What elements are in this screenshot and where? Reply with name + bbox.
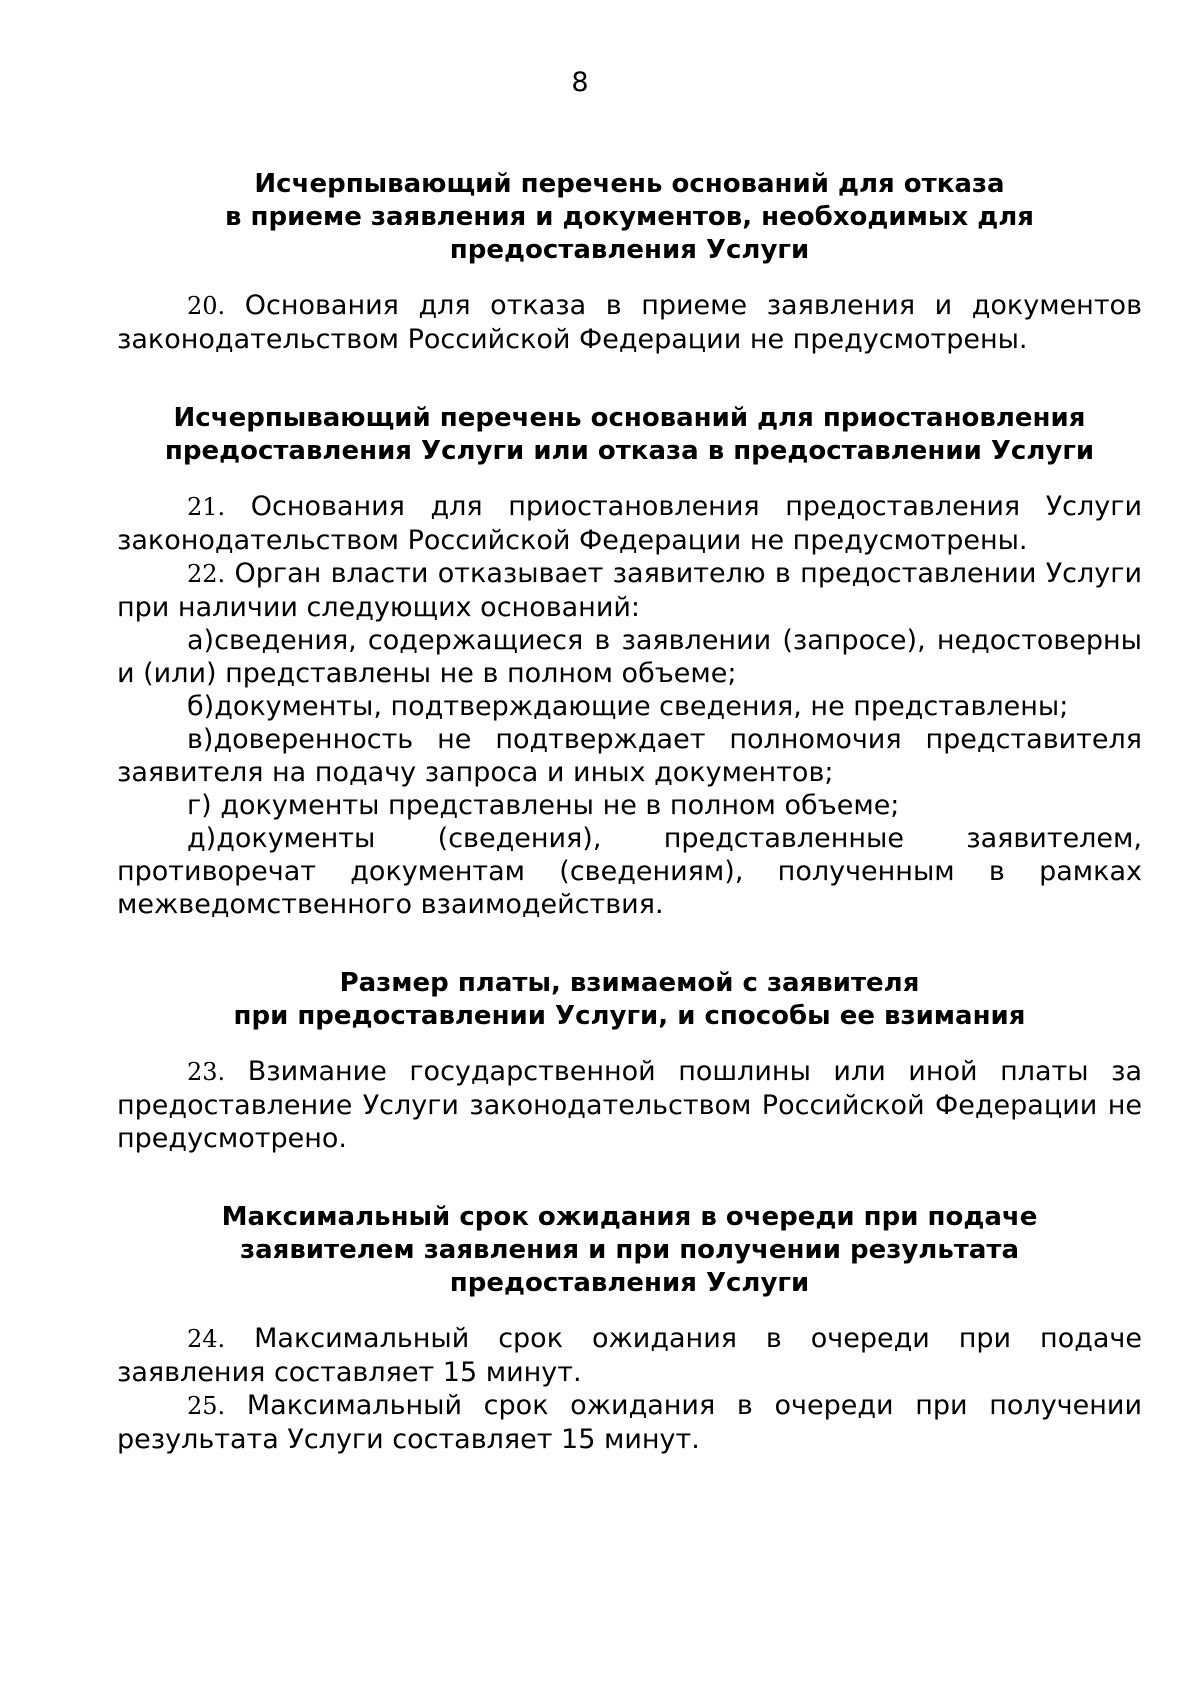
- paragraph-number: 20.: [187, 292, 226, 320]
- list-item-text: документы, подтверждающие сведения, не представлены;: [214, 691, 1069, 722]
- paragraph-number: 22.: [187, 560, 226, 588]
- paragraph-number: 23.: [187, 1058, 226, 1086]
- heading-line: предоставления Услуги: [449, 235, 810, 265]
- heading-line: предоставления Услуги или отказа в предоставлении Услуги: [164, 436, 1095, 466]
- heading-line: заявителем заявления и при получении результата: [240, 1235, 1019, 1265]
- list-item-text: документы (сведения), представленные заявителем, противоречат документам (сведениям), полученным в рамках межведомственного взаимодействия.: [117, 823, 1142, 920]
- heading-line: Исчерпывающий перечень оснований для отказа: [254, 169, 1005, 199]
- list-item: [117, 789, 1142, 822]
- list-item: [117, 723, 1142, 789]
- heading-line: Исчерпывающий перечень оснований для приостановления: [173, 403, 1086, 433]
- paragraph-21: [117, 490, 1142, 557]
- paragraph-number: 24.: [187, 1325, 226, 1353]
- paragraph-number: 25.: [187, 1392, 226, 1420]
- paragraph-number: 21.: [187, 493, 226, 521]
- heading-line: при предоставлении Услуги, и способы ее взимания: [233, 1001, 1026, 1031]
- paragraph-text: Максимальный срок ожидания в очереди при подаче заявления составляет 15 минут.: [117, 1323, 1142, 1388]
- list-marker: а): [187, 625, 215, 656]
- section-heading-queue-time: [117, 1201, 1142, 1300]
- list-item-text: документы представлены не в полном объеме;: [211, 790, 900, 821]
- heading-line: Максимальный срок ожидания в очереди при подаче: [221, 1202, 1038, 1232]
- paragraph-text: Основания для приостановления предоставления Услуги законодательством Российской Федерации не предусмотрены.: [117, 491, 1142, 556]
- list-marker: д): [187, 823, 217, 854]
- document-body: [117, 168, 1142, 1456]
- paragraph-22: [117, 557, 1142, 624]
- heading-line: в приеме заявления и документов, необходимых для: [225, 202, 1034, 232]
- paragraph-text: Орган власти отказывает заявителю в предоставлении Услуги при наличии следующих оснований:: [117, 558, 1142, 623]
- paragraph-23: [117, 1055, 1142, 1155]
- list-marker: б): [187, 691, 215, 722]
- list-item-text: доверенность не подтверждает полномочия представителя заявителя на подачу запроса и иных документов;: [117, 724, 1142, 788]
- paragraph-20: [117, 289, 1142, 356]
- section-heading-refusal-acceptance: [117, 168, 1142, 267]
- list-item: [117, 624, 1142, 690]
- paragraph-24: [117, 1322, 1142, 1389]
- list-item: [117, 822, 1142, 921]
- section-heading-fee: [117, 967, 1142, 1033]
- list-item: [117, 690, 1142, 723]
- paragraph-text: Взимание государственной пошлины или иной платы за предоставление Услуги законодательством Российской Федерации не предусмотрено.: [117, 1056, 1142, 1154]
- paragraph-text: Основания для отказа в приеме заявления и документов законодательством Российской Федерации не предусмотрены.: [117, 290, 1142, 355]
- paragraph-text: Максимальный срок ожидания в очереди при получении результата Услуги составляет 15 минут.: [117, 1390, 1142, 1455]
- list-marker: г): [187, 790, 212, 821]
- heading-line: Размер платы, взимаемой с заявителя: [339, 968, 920, 998]
- list-item-text: сведения, содержащиеся в заявлении (запросе), недостоверны и (или) представлены не в полном объеме;: [117, 625, 1142, 689]
- section-heading-suspension-refusal: [117, 402, 1142, 468]
- paragraph-25: [117, 1389, 1142, 1456]
- page-number: 8: [571, 67, 589, 98]
- heading-line: предоставления Услуги: [449, 1268, 810, 1298]
- list-marker: в): [187, 724, 214, 755]
